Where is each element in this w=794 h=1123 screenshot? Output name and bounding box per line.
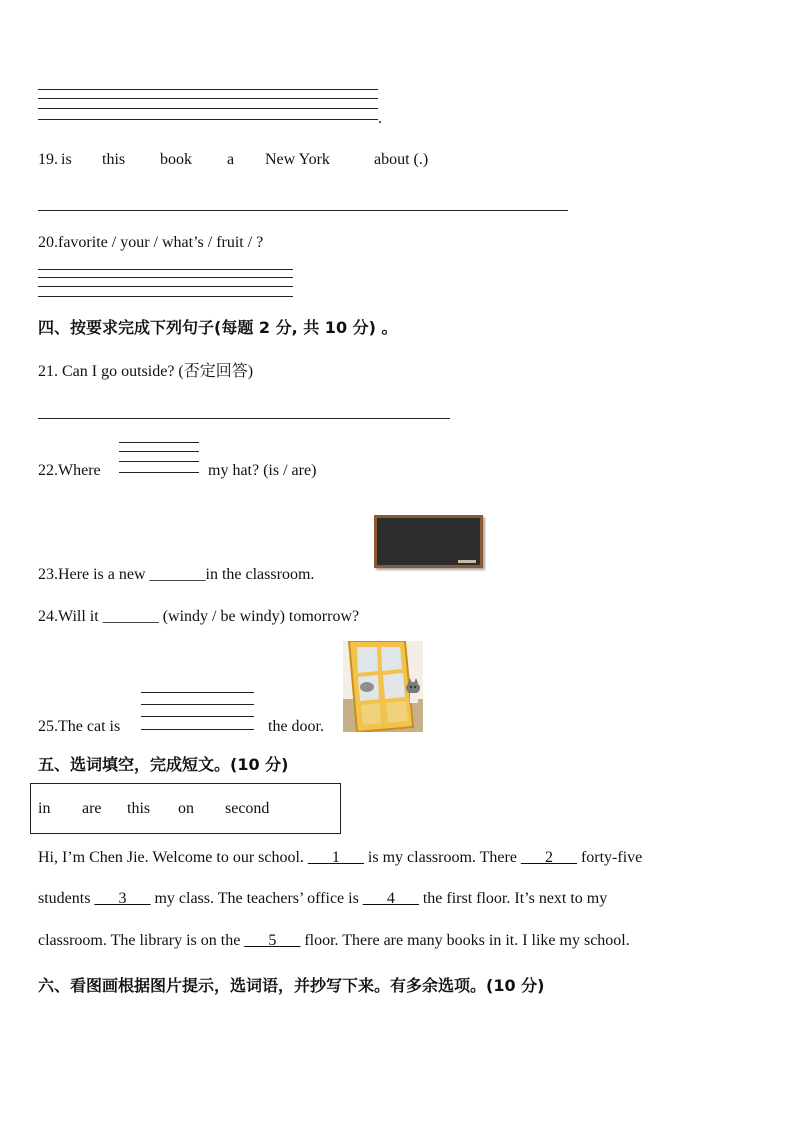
answer-line <box>38 89 378 90</box>
chalk-tray <box>458 560 476 563</box>
passage-text: my class. The teachers’ office is <box>150 890 363 907</box>
answer-line <box>38 210 568 211</box>
question-25-suffix: the door. <box>268 718 324 735</box>
question-24: 24.Will it _______ (windy / be windy) tomorrow? <box>38 608 360 625</box>
q19-word: this <box>102 151 126 168</box>
answer-line <box>119 461 199 462</box>
answer-line <box>38 277 293 278</box>
passage-text: classroom. The library is on the <box>38 932 245 949</box>
door-cat-picture <box>343 641 423 732</box>
question-21: 21. Can I go outside? (否定回答) <box>38 363 254 380</box>
question-22-prefix: 22.Where <box>38 462 101 479</box>
passage-line-1 <box>38 849 642 867</box>
passage-text: is my classroom. There <box>363 849 521 866</box>
blank-1[interactable]: ___1___ <box>307 849 364 866</box>
question-20: 20.favorite / your / what’s / fruit / ? <box>38 234 264 251</box>
passage-text: floor. There are many books in it. I like my school. <box>300 932 630 949</box>
answer-line <box>119 451 199 452</box>
word-bank-item: on <box>178 800 194 817</box>
q19-word: a <box>227 151 235 168</box>
word-bank-item: are <box>82 800 102 817</box>
answer-line <box>141 729 254 730</box>
answer-line <box>38 269 293 270</box>
answer-line <box>38 286 293 287</box>
answer-line <box>119 472 199 473</box>
answer-line <box>38 98 378 99</box>
passage-text: students <box>38 890 95 907</box>
section-4-heading: 四、按要求完成下列句子(每题 2 分, 共 10 分) 。 <box>38 318 398 337</box>
question-23: 23.Here is a new _______in the classroom. <box>38 566 315 583</box>
q19-word: New York <box>265 151 330 168</box>
answer-line <box>141 704 254 705</box>
word-bank-item: second <box>225 800 270 817</box>
answer-line <box>119 442 199 443</box>
answer-line <box>38 108 378 109</box>
answer-line <box>141 692 254 693</box>
word-bank-item: in <box>38 800 51 817</box>
section-6-heading: 六、看图画根据图片提示，选词语，并抄写下来。有多余选项。(10 分) <box>38 976 545 995</box>
blackboard-picture <box>374 515 483 568</box>
blank-5[interactable]: ___5___ <box>244 932 301 949</box>
passage-line-3 <box>38 932 630 950</box>
blank-2[interactable]: ___2___ <box>520 849 577 866</box>
answer-line <box>38 418 450 419</box>
blank-4[interactable]: ___4___ <box>362 890 419 907</box>
answer-line <box>38 296 293 297</box>
q19-number: 19. <box>38 151 58 168</box>
answer-line <box>38 119 378 120</box>
period-mark: . <box>378 110 382 127</box>
q19-word: is <box>61 151 72 168</box>
passage-text: Hi, I’m Chen Jie. Welcome to our school. <box>38 849 308 866</box>
word-bank-item: this <box>127 800 151 817</box>
question-22-suffix: my hat? (is / are) <box>208 462 317 479</box>
answer-line <box>141 716 254 717</box>
blank-3[interactable]: ___3___ <box>94 890 151 907</box>
question-25-prefix: 25.The cat is <box>38 718 121 735</box>
word-bank <box>30 783 341 834</box>
section-5-heading: 五、选词填空，完成短文。(10 分) <box>38 755 289 774</box>
passage-text: forty-five <box>576 849 643 866</box>
q19-word: book <box>160 151 192 168</box>
q19-word: about (.) <box>374 151 429 168</box>
passage-line-2 <box>38 890 607 908</box>
passage-text: the first floor. It’s next to my <box>418 890 608 907</box>
